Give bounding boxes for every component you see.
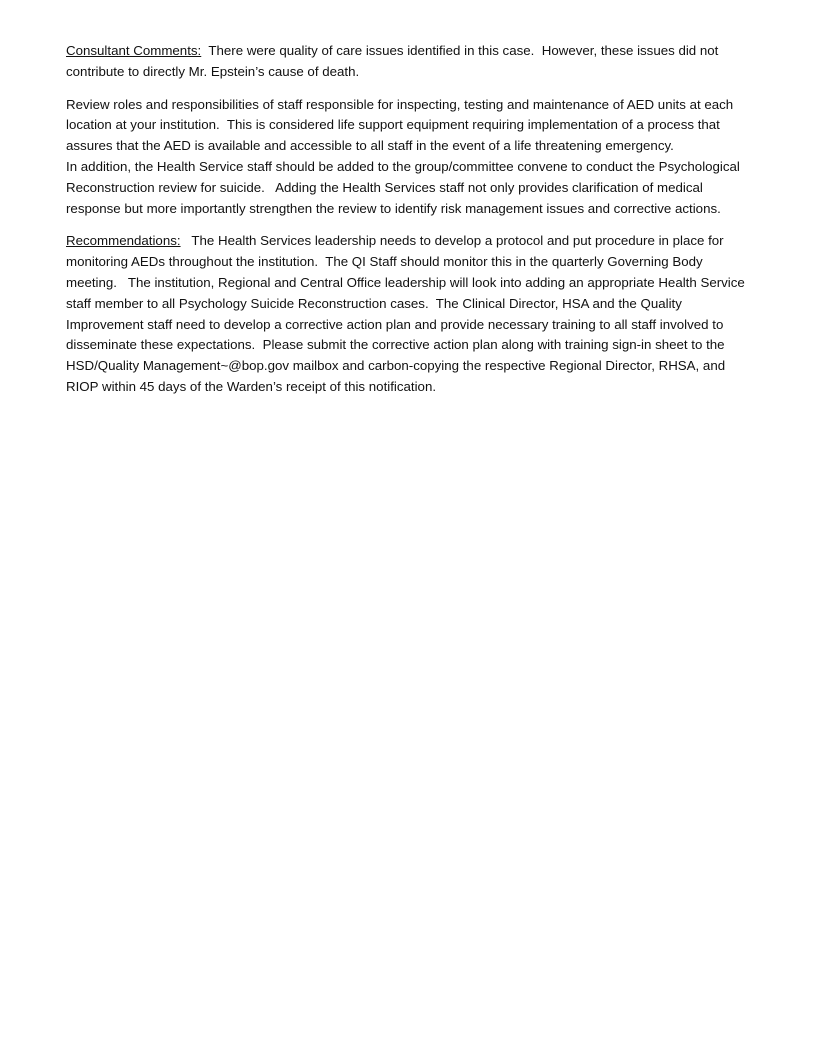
aed-review-paragraph: Review roles and responsibilities of staff responsible for inspecting, testing and maintenance of AED units at each location at your institution. This is considered life support equipment requiring implementation of a process that assures that the AED is available and accessible to all staff in the event of a life threatening emergency. [66, 96, 737, 154]
consultant-comments-text: There were quality of care issues identified in this case. However, these issues did not contribute to directly Mr. Epstein’s cause of death. [66, 43, 723, 79]
recommendations-heading: Recommendations: [66, 233, 181, 249]
document-page [66, 41, 756, 410]
consultant-comments-heading: Consultant Comments: [66, 43, 202, 58]
recommendations-paragraph [66, 231, 756, 397]
recommendations-text: The Health Services leadership needs to develop a protocol and put procedure in place for monitoring AEDs throughout the institution. The QI Staff should monitor this in the quarterly Governing Body meeting. The institution, Regional and Central Office leadership will look into adding an appropriate Health Service staff member to all Psychology Suicide Reconstruction cases. The Clinical Director, HSA and the Quality Improvement staff need to develop a corrective action plan and provide necessary training to all staff involved to disseminate these expectations. Please submit the corrective action plan along with training sign-in sheet to the HSD/Quality Management~@bop.gov mailbox and carbon-copying the respective Regional Director, RHSA, and RIOP within 45 days of the Warden’s receipt of this notification. [66, 233, 749, 394]
health-service-review-paragraph: In addition, the Health Service staff should be added to the group/committee convene to conduct the Psychological Reconstruction review for suicide. Adding the Health Services staff not only provides clarification of medical response but more importantly strengthen the review to identify risk management issues and corrective actions. [66, 158, 744, 216]
consultant-comments-paragraph [66, 41, 756, 83]
